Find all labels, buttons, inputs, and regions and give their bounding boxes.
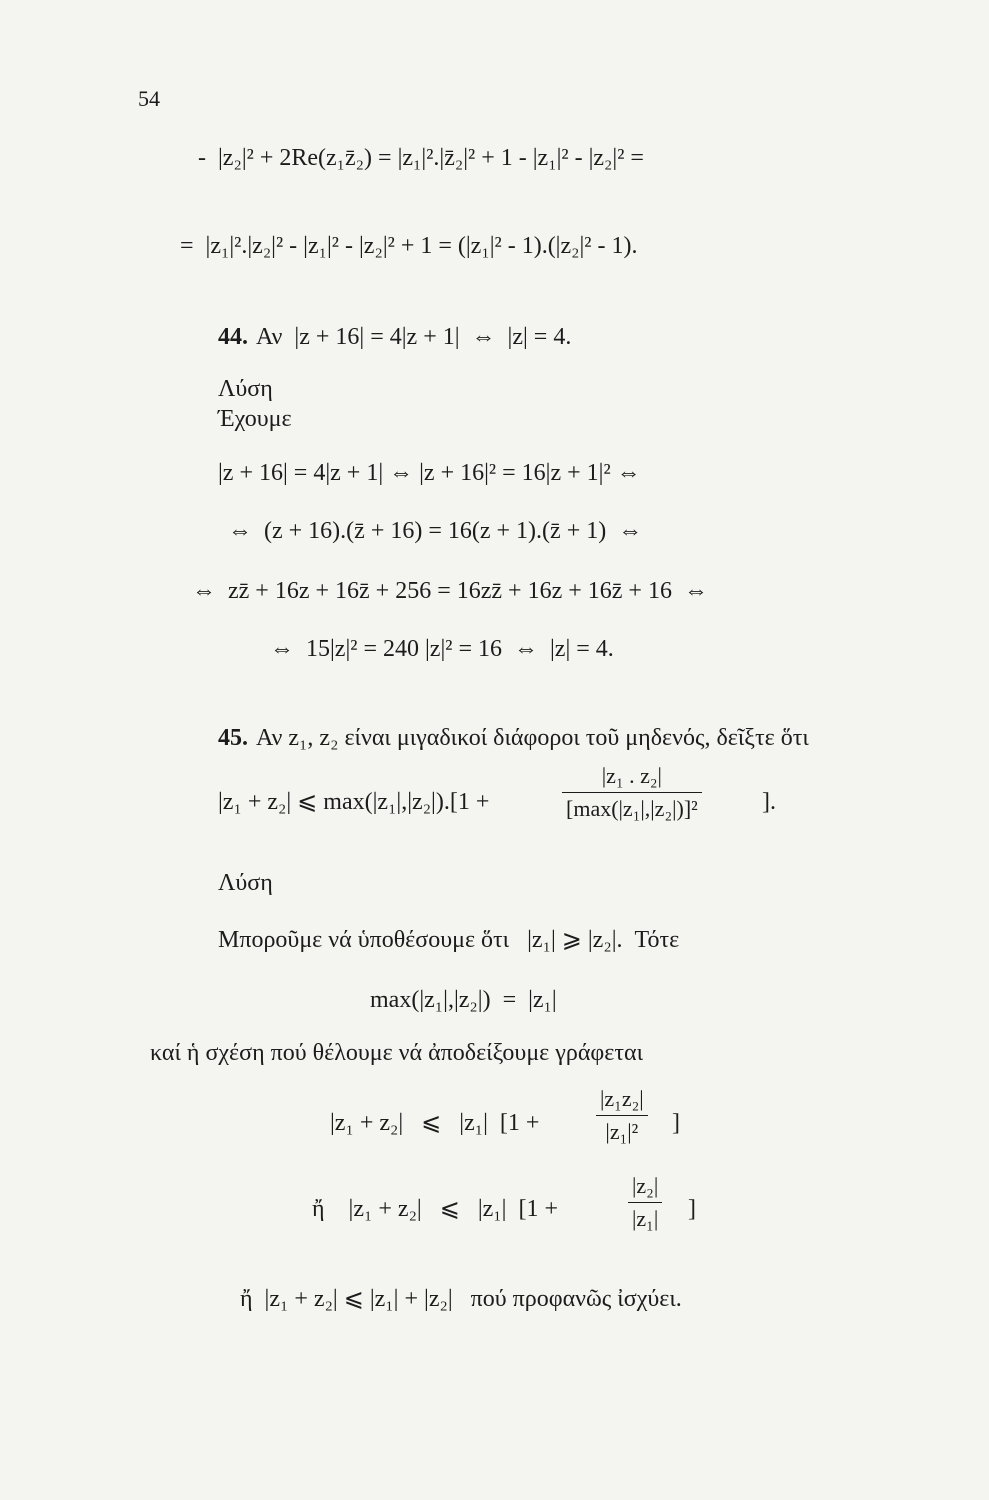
problem-statement: Αν z₁, z₂ είναι μιγαδικοί διάφοροι τοῦ μηδενός, δεῖξτε ὅτι (256, 725, 809, 751)
fraction (562, 762, 702, 823)
equation-line: |z + 16| = 4|z + 1| ⇔ |z + 16|² = 16|z + 1|² ⇔ (218, 460, 641, 486)
page-number: 54 (138, 86, 160, 111)
text-line: καί ἡ σχέση πού θέλουμε νά ἀποδείξουμε γράφεται (150, 1040, 644, 1066)
text-line: Μποροῦμε νά ὑποθέσουμε ὅτι |z₁| ⩾ |z₂|. Τότε (218, 927, 680, 953)
solution-heading: Λύση (218, 870, 273, 896)
inequality-right: ]. (762, 789, 776, 815)
fraction-denominator: [max(|z₁|,|z₂|)]² (566, 796, 698, 822)
fraction-numerator: |z₂| (632, 1173, 659, 1198)
fraction (628, 1172, 662, 1233)
equation-line: ⇔ 15|z|² = 240 |z|² = 16 ⇔ |z| = 4. (270, 636, 614, 662)
inequality-left: |z₁ + z₂| ⩽ |z₁| [1 + (330, 1110, 540, 1136)
fraction-denominator: |z₁| (632, 1206, 659, 1232)
problem-number: 45. (218, 725, 248, 751)
equation-line: = |z₁|².|z₂|² - |z₁|² - |z₂|² + 1 = (|z₁|² - 1).(|z₂|² - 1). (180, 233, 638, 259)
text-line: Έχουμε (218, 406, 292, 432)
equation-line: - |z₂|² + 2Re(z₁z̄₂) = |z₁|².|z̄₂|² + 1 - |z₁|² - |z₂|² = (198, 145, 644, 171)
equation-line: max(|z₁|,|z₂|) = |z₁| (370, 987, 557, 1013)
inequality-left: ἤ |z₁ + z₂| ⩽ |z₁| [1 + (312, 1196, 558, 1222)
text-line: ἤ |z₁ + z₂| ⩽ |z₁| + |z₂| πού προφανῶς ἰσχύει. (240, 1286, 682, 1312)
solution-heading: Λύση (218, 376, 273, 402)
inequality-left: |z₁ + z₂| ⩽ max(|z₁|,|z₂|).[1 + (218, 789, 490, 815)
fraction-numerator: |z₁ . z₂| (601, 763, 662, 788)
inequality-right: ] (672, 1110, 680, 1136)
fraction (596, 1085, 648, 1146)
fraction-numerator: |z₁z₂| (600, 1086, 644, 1111)
equation-line: ⇔ zz̄ + 16z + 16z̄ + 256 = 16zz̄ + 16z + 16z̄ + 16 ⇔ (192, 578, 708, 604)
problem-number: 44. (218, 324, 248, 350)
inequality-right: ] (688, 1196, 696, 1222)
equation-line: ⇔ (z + 16).(z̄ + 16) = 16(z + 1).(z̄ + 1) ⇔ (228, 518, 643, 544)
fraction-denominator: |z₁|² (605, 1119, 639, 1145)
problem-statement: Αν |z + 16| = 4|z + 1| ⇔ |z| = 4. (256, 324, 572, 350)
